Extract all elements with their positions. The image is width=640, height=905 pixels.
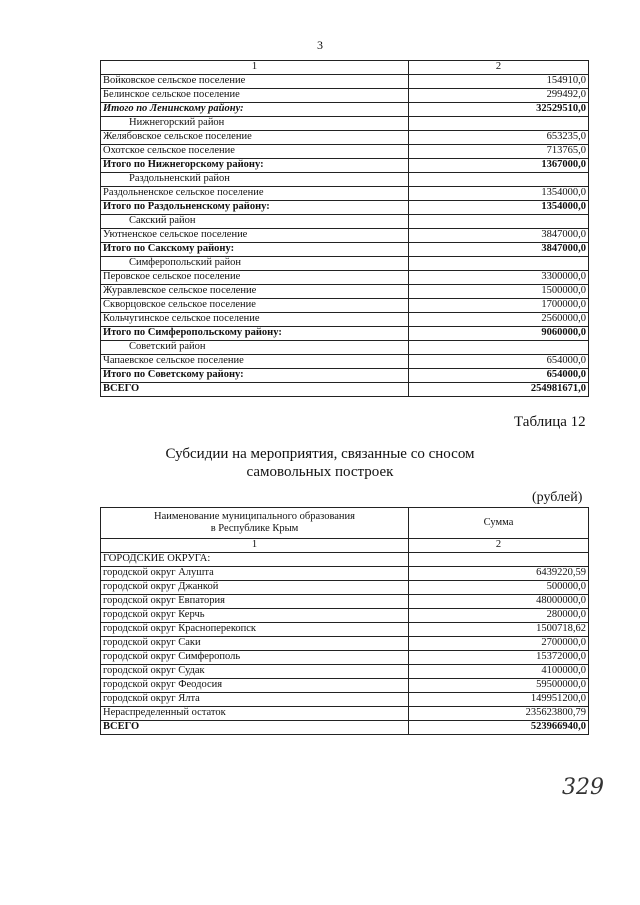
table-row	[101, 341, 589, 355]
amount-cell: 2700000,0	[409, 637, 589, 651]
amount-cell: 9060000,0	[409, 327, 589, 341]
municipality-name: Чапаевское сельское поселение	[101, 355, 409, 369]
handwritten-page-number-text: 329	[562, 775, 604, 800]
municipality-name: Раздольненское сельское поселение	[101, 187, 409, 201]
amount-cell: 1500000,0	[409, 285, 589, 299]
table-title-line: самовольных построек	[246, 464, 394, 480]
municipality-name: городской округ Красноперекопск	[101, 623, 409, 637]
table-row	[101, 355, 589, 369]
municipality-name: Желябовское сельское поселение	[101, 131, 409, 145]
table-label: Таблица 12	[514, 414, 586, 430]
municipality-name: Кольчугинское сельское поселение	[101, 313, 409, 327]
municipality-name: Итого по Симферопольскому району:	[101, 327, 409, 341]
table-row	[101, 145, 589, 159]
units-label: (рублей)	[532, 490, 583, 505]
column-number: 1	[101, 61, 409, 75]
amount-cell	[409, 117, 589, 131]
table-row	[101, 383, 589, 397]
amount-cell: 4100000,0	[409, 665, 589, 679]
amount-cell: 3847000,0	[409, 243, 589, 257]
table-row	[101, 243, 589, 257]
municipality-name: Журавлевское сельское поселение	[101, 285, 409, 299]
demolition-subsidy-table	[100, 507, 589, 735]
page-number: 3	[317, 38, 323, 52]
table-row	[101, 581, 589, 595]
amount-cell: 654000,0	[409, 369, 589, 383]
municipality-name: Итого по Сакскому району:	[101, 243, 409, 257]
table-row	[101, 89, 589, 103]
municipality-name: городской округ Саки	[101, 637, 409, 651]
district-heading: Раздольненский район	[101, 173, 409, 187]
table-row	[101, 609, 589, 623]
amount-cell: 254981671,0	[409, 383, 589, 397]
table-row	[101, 117, 589, 131]
municipality-name: Скворцовское сельское поселение	[101, 299, 409, 313]
table-row	[101, 131, 589, 145]
amount-cell	[409, 257, 589, 271]
table-row	[101, 553, 589, 567]
amount-cell	[409, 173, 589, 187]
amount-cell: 1700000,0	[409, 299, 589, 313]
top-table-body	[101, 61, 589, 397]
table-row	[101, 665, 589, 679]
municipality-name: Итого по Раздольненскому району:	[101, 201, 409, 215]
table-row	[101, 721, 589, 735]
amount-cell: 15372000,0	[409, 651, 589, 665]
table-row	[101, 299, 589, 313]
amount-cell: 1500718,62	[409, 623, 589, 637]
header-municipality	[101, 508, 409, 539]
municipality-name: Итого по Нижнегорскому району:	[101, 159, 409, 173]
table-row	[101, 285, 589, 299]
municipality-name: городской округ Ялта	[101, 693, 409, 707]
municipality-name: городской округ Симферополь	[101, 651, 409, 665]
table-row	[101, 75, 589, 89]
amount-cell: 280000,0	[409, 609, 589, 623]
table-row	[101, 327, 589, 341]
district-heading: Советский район	[101, 341, 409, 355]
municipality-name: городской округ Алушта	[101, 567, 409, 581]
table-row	[101, 623, 589, 637]
table-row	[101, 637, 589, 651]
municipality-name: Белинское сельское поселение	[101, 89, 409, 103]
handwritten-page-number	[560, 772, 614, 802]
table-row	[101, 159, 589, 173]
column-number-row	[101, 61, 589, 75]
table-row	[101, 173, 589, 187]
municipality-name: городской округ Евпатория	[101, 595, 409, 609]
header-municipality-line: Наименование муниципального образования	[154, 511, 355, 522]
table-row	[101, 103, 589, 117]
amount-cell: 3847000,0	[409, 229, 589, 243]
bottom-table-body	[101, 508, 589, 735]
column-number: 2	[409, 61, 589, 75]
table-row	[101, 187, 589, 201]
municipality-name: Охотское сельское поселение	[101, 145, 409, 159]
amount-cell	[409, 215, 589, 229]
municipality-name: Нераспределенный остаток	[101, 707, 409, 721]
amount-cell: 235623800,79	[409, 707, 589, 721]
amount-cell: 653235,0	[409, 131, 589, 145]
amount-cell: 713765,0	[409, 145, 589, 159]
municipality-name: Перовское сельское поселение	[101, 271, 409, 285]
table-row	[101, 257, 589, 271]
table-row	[101, 595, 589, 609]
municipality-name: Войковское сельское поселение	[101, 75, 409, 89]
amount-cell: 1354000,0	[409, 201, 589, 215]
municipality-name: городской округ Керчь	[101, 609, 409, 623]
municipality-name: ВСЕГО	[101, 383, 409, 397]
municipality-name: городской округ Феодосия	[101, 679, 409, 693]
column-number: 1	[101, 539, 409, 553]
table-row	[101, 313, 589, 327]
table-row	[101, 693, 589, 707]
table-row	[101, 215, 589, 229]
table-row	[101, 651, 589, 665]
municipality-name: городской округ Джанкой	[101, 581, 409, 595]
amount-cell: 500000,0	[409, 581, 589, 595]
municipality-name: Итого по Ленинскому району:	[101, 103, 409, 117]
municipality-name: городской округ Судак	[101, 665, 409, 679]
table-row	[101, 369, 589, 383]
table-title	[0, 445, 640, 481]
amount-cell: 154910,0	[409, 75, 589, 89]
amount-cell	[409, 553, 589, 567]
amount-cell: 1367000,0	[409, 159, 589, 173]
column-number-row	[101, 539, 589, 553]
amount-cell: 2560000,0	[409, 313, 589, 327]
amount-cell: 48000000,0	[409, 595, 589, 609]
municipality-name: ГОРОДСКИЕ ОКРУГА:	[101, 553, 409, 567]
table-row	[101, 201, 589, 215]
amount-cell: 523966940,0	[409, 721, 589, 735]
table-row	[101, 567, 589, 581]
amount-cell: 299492,0	[409, 89, 589, 103]
header-sum: Сумма	[409, 508, 589, 539]
table-row	[101, 229, 589, 243]
municipality-name: ВСЕГО	[101, 721, 409, 735]
table-header-row	[101, 508, 589, 539]
amount-cell: 654000,0	[409, 355, 589, 369]
table-title-line: Субсидии на мероприятия, связанные со сносом	[165, 446, 475, 462]
amount-cell: 3300000,0	[409, 271, 589, 285]
table-row	[101, 679, 589, 693]
amount-cell	[409, 341, 589, 355]
municipality-name: Итого по Советскому району:	[101, 369, 409, 383]
table-row	[101, 707, 589, 721]
header-municipality-line: в Республике Крым	[210, 523, 299, 534]
district-heading: Нижнегорский район	[101, 117, 409, 131]
district-heading: Сакский район	[101, 215, 409, 229]
municipality-name: Уютненское сельское поселение	[101, 229, 409, 243]
amount-cell: 59500000,0	[409, 679, 589, 693]
amount-cell: 149951200,0	[409, 693, 589, 707]
amount-cell: 1354000,0	[409, 187, 589, 201]
subsidy-table-continued	[100, 60, 589, 397]
amount-cell: 32529510,0	[409, 103, 589, 117]
column-number: 2	[409, 539, 589, 553]
amount-cell: 6439220,59	[409, 567, 589, 581]
table-row	[101, 271, 589, 285]
district-heading: Симферопольский район	[101, 257, 409, 271]
